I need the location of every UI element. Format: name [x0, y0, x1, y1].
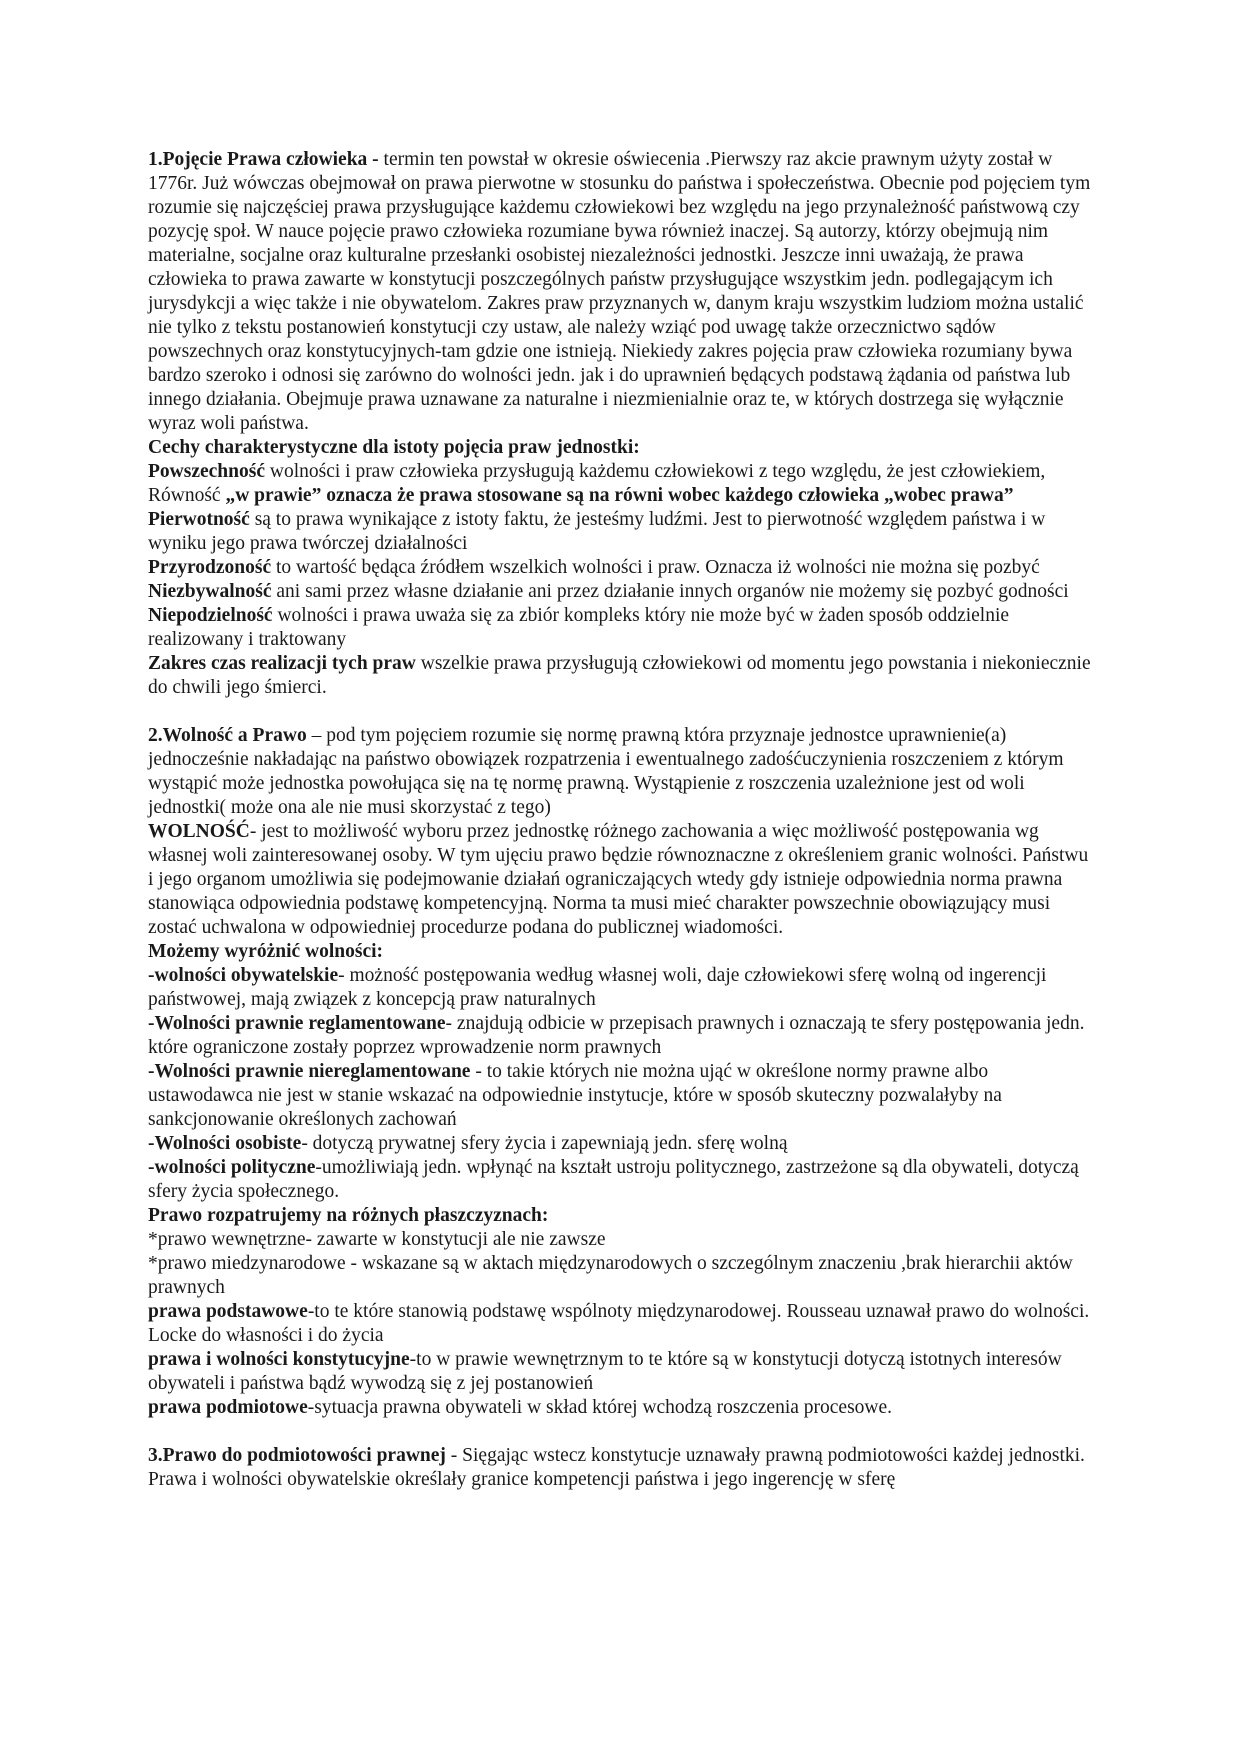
- feature-item: Niezbywalność ani sami przez własne działanie ani przez działanie innych organów nie możemy się pozbyć godności: [148, 581, 1069, 602]
- section-3-heading: 3.Prawo do podmiotowości prawnej: [148, 1445, 446, 1466]
- plane-item: *prawo wewnętrzne- zawarte w konstytucji ale nie zawsze: [148, 1229, 606, 1250]
- section-1-body: termin ten powstał w okresie oświecenia .Pierwszy raz akcie prawnym użyty został w 1776r. Już wówczas obejmował on prawa pierwotne w stosunku do państwa i społeczeństwa. Obecnie pod pojęciem tym rozumie się najczęściej prawa przysługujące każdemu człowiekowi bez względu na jego przynależność państwową czy pozycję społ. W nauce pojęcie prawo człowieka rozumiane bywa również inaczej. Są autorzy, którzy obejmują nim materialne, socjalne oraz kulturalne przesłanki osobistej niezależności jednostki. Jeszcze inni uważają, że prawa człowieka to prawa zawarte w konstytucji poszczególnych państw przysługujące wszystkim jedn. podlegającym ich jurysdykcji a więc także i nie obywatelom. Zakres praw przyznanych w, danym kraju wszystkim ludziom można ustalić nie tylko z tekstu postanowień konstytucji czy ustaw, ale należy wziąć pod uwagę także orzecznictwo sądów powszechnych oraz konstytucyjnych-tam gdzie one istnieją. Niekiedy zakres pojęcia praw człowieka rozumiany bywa bardzo szeroko i odnosi się zarówno do wolności jedn. jak i do uprawnień będących podstawą żądania od państwa lub innego działania. Obejmuje prawa uznawane za naturalne i niezmienialnie oraz te, w których dostrzega się wyłącznie wyraz woli państwa.: [148, 149, 1091, 434]
- feature-item: Pierwotność są to prawa wynikające z istoty faktu, że jesteśmy ludźmi. Jest to pierwotność względem państwa i w wyniku jego prawa twórczej działalności: [148, 509, 1046, 554]
- paragraph-gap: [148, 1420, 1096, 1444]
- feature-item: Niepodzielność wolności i prawa uważa się za zbiór kompleks który nie może być w żaden sposób oddzielnie realizowany i traktowany: [148, 605, 1010, 650]
- freedom-item: -Wolności prawnie niereglamentowane - to takie których nie można ująć w określone normy prawne albo ustawodawca nie jest w stanie wskazać na odpowiednie instytucje, które w sposób skuteczny pozwalałyby na sankcjonowanie określonych zachowań: [148, 1061, 1002, 1130]
- section-1-heading: 1.Pojęcie Prawa człowieka -: [148, 149, 379, 170]
- section-2-paragraph: [148, 724, 1096, 820]
- plane-item: *prawo miedzynarodowe - wskazane są w aktach międzynarodowych o szczególnym znaczeniu ,brak hierarchii aktów prawnych: [148, 1253, 1073, 1298]
- freedom-item: -Wolności osobiste- dotyczą prywatnej sfery życia i zapewniają jedn. sferę wolną: [148, 1133, 788, 1154]
- feature-item: Przyrodzoność to wartość będąca źródłem wszelkich wolności i praw. Oznacza iż wolności nie można się pozbyć: [148, 557, 1040, 578]
- freedoms-heading: Możemy wyróżnić wolności:: [148, 941, 384, 962]
- freedom-item: -wolności polityczne-umożliwiają jedn. wpłynąć na kształt ustroju politycznego, zastrzeżone są dla obywateli, dotyczą sfery życia społecznego.: [148, 1157, 1079, 1202]
- plane-item: prawa podmiotowe-sytuacja prawna obywateli w skład której wchodzą roszczenia procesowe.: [148, 1397, 893, 1418]
- section-1-paragraph: [148, 148, 1096, 436]
- freedom-item: -Wolności prawnie reglamentowane- znajdują odbicie w przepisach prawnych i oznaczają te sfery postępowania jedn. które ograniczone zostały poprzez wprowadzenie norm prawnych: [148, 1013, 1085, 1058]
- section-2-body: – pod tym pojęciem rozumie się normę prawną która przyznaje jednostce uprawnienie(a) jednocześnie nakładając na państwo obowiązek rozpatrzenia i ewentualnego zadośćuczynienia roszczeniem z którym wystąpić może jednostka powołująca się na tę normę prawną. Wystąpienie z roszczenia uzależnione jest od woli jednostki( może ona ale nie musi skorzystać z tego): [148, 725, 1064, 818]
- section-2-heading: 2.Wolność a Prawo: [148, 725, 307, 746]
- section-3-paragraph: [148, 1444, 1096, 1492]
- freedom-item: -wolności obywatelskie- możność postępowania według własnej woli, daje człowiekowi sferę wolną od ingerencji państwowej, mają związek z koncepcją praw naturalnych: [148, 965, 1047, 1010]
- feature-item: Równość „w prawie” oznacza że prawa stosowane są na równi wobec każdego człowieka „wobec prawa”: [148, 485, 1014, 506]
- plane-item: prawa podstawowe-to te które stanowią podstawę wspólnoty międzynarodowej. Rousseau uznawał prawo do wolności. Locke do własności i do życia: [148, 1301, 1090, 1346]
- plane-item: prawa i wolności konstytucyjne-to w prawie wewnętrznym to te które są w konstytucji dotyczą istotnych interesów obywateli i państwa bądź wywodzą się z jej postanowień: [148, 1349, 1062, 1394]
- wolnosc-definition: WOLNOŚĆ- jest to możliwość wyboru przez jednostkę różnego zachowania a więc możliwość postępowania wg własnej woli zainteresowanej osoby. W tym ujęciu prawo będzie równoznaczne z określeniem granic wolności. Państwu i jego organom umożliwia się podejmowanie działań ograniczających wtedy gdy istnieje odpowiednia norma prawna stanowiąca odpowiednia podstawę kompetencyjną. Norma ta musi mieć charakter powszechnie obowiązujący musi zostać uchwalona w odpowiedniej procedurze podana do publicznej wiadomości.: [148, 821, 1089, 938]
- section-3-body: - Sięgając wstecz konstytucje uznawały prawną podmiotowości każdej jednostki. Prawa i wolności obywatelskie określały granice kompetencji państwa i jego ingerencję w sferę: [148, 1445, 1085, 1490]
- planes-heading: Prawo rozpatrujemy na różnych płaszczyznach:: [148, 1205, 549, 1226]
- feature-item: Zakres czas realizacji tych praw wszelkie prawa przysługują człowiekowi od momentu jego powstania i niekoniecznie do chwili jego śmierci.: [148, 653, 1091, 698]
- document-page: [148, 148, 1096, 1492]
- paragraph-gap: [148, 700, 1096, 724]
- features-heading: Cechy charakterystyczne dla istoty pojęcia praw jednostki:: [148, 437, 640, 458]
- feature-item: Powszechność wolności i praw człowieka przysługują każdemu człowiekowi z tego względu, że jest człowiekiem,: [148, 461, 1046, 482]
